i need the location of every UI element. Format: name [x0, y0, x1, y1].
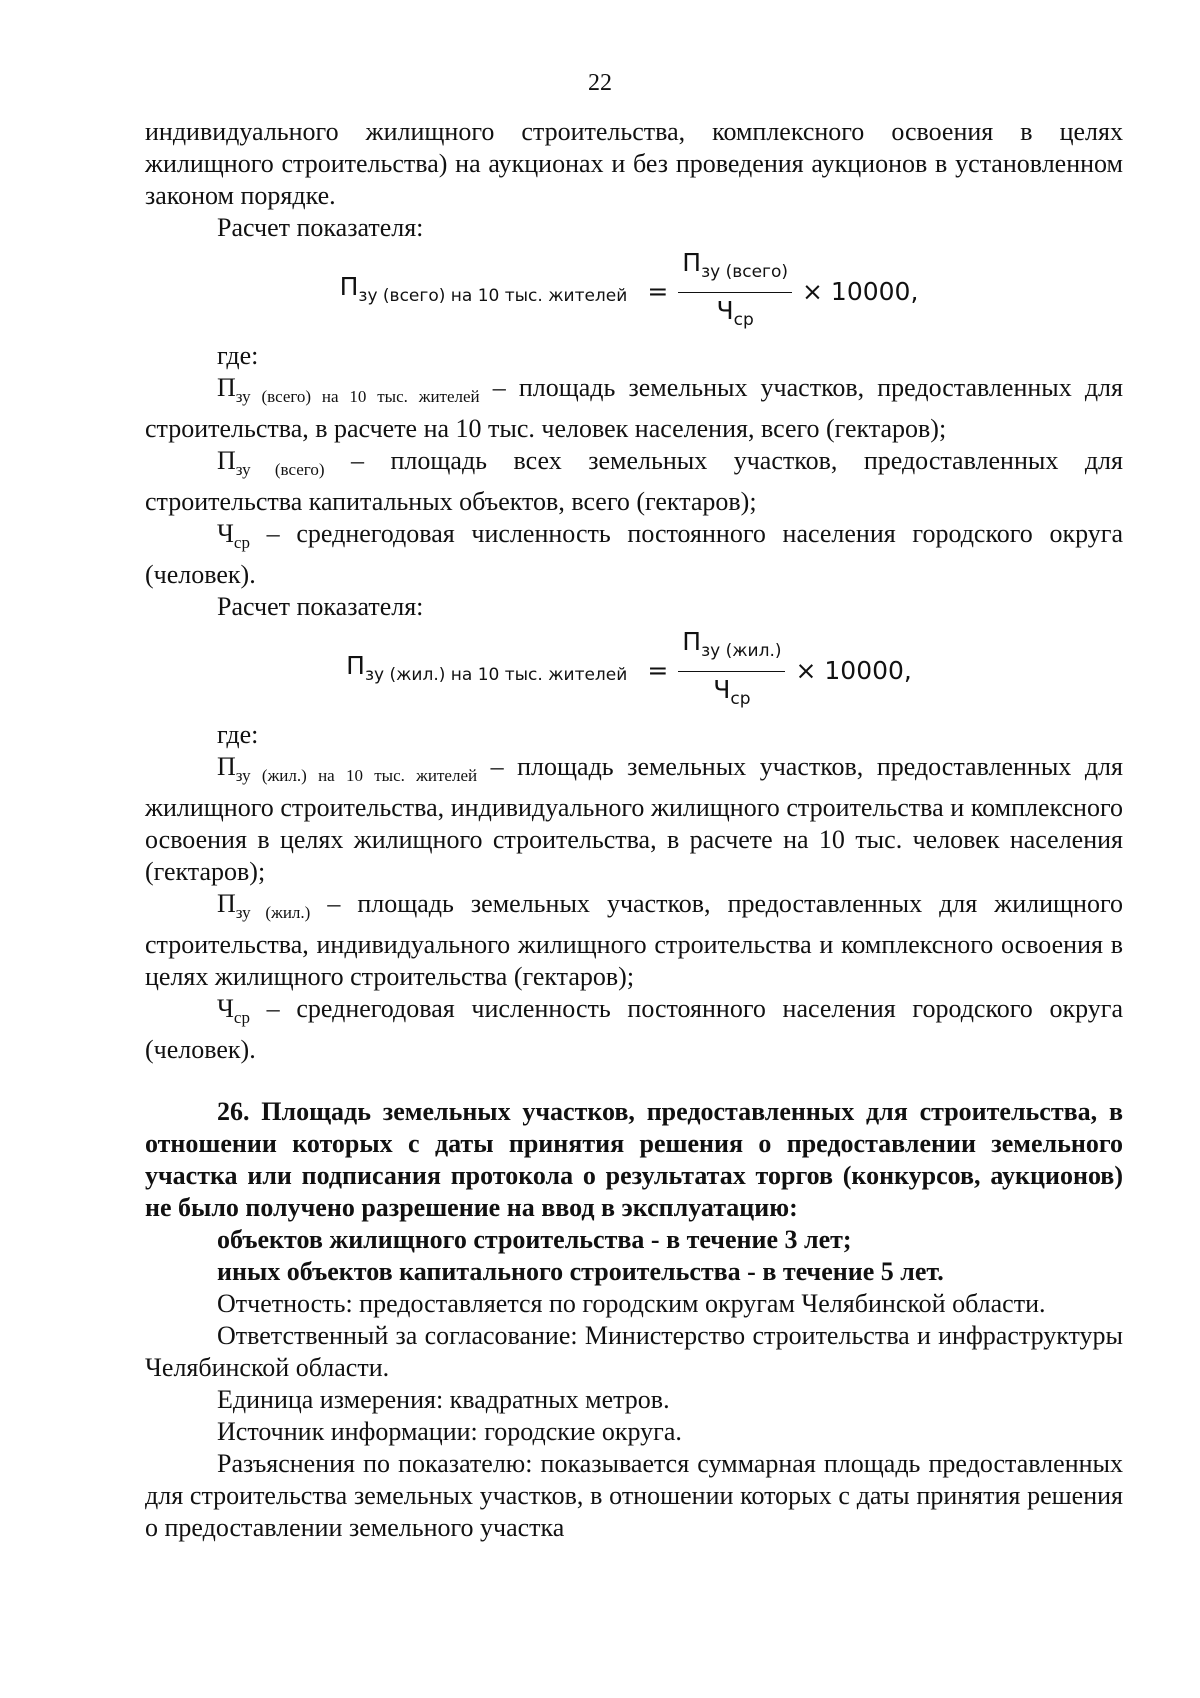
formula-total-fraction: [678, 247, 792, 336]
formula-housing-lhs: $П_{зу (жил.) на 10 тыс. жителей}$: [346, 651, 628, 685]
formula-housing-fraction: [678, 626, 785, 715]
source-paragraph: Источник информации: городские округа.: [217, 1417, 682, 1446]
paragraph-continuation: индивидуального жилищного строительства, комплексного освоения в целях жилищного строительства) на аукционах и без проведения аукционов в установленном законом порядке.: [145, 117, 1123, 210]
formula-total: [145, 247, 1123, 336]
document-body: [145, 116, 1123, 1544]
section-26-item-housing: объектов жилищного строительства - в течение 3 лет;: [217, 1225, 852, 1254]
definition-total-per-10k: $П_{зу (всего) на 10 тыс. жителей}$ – площадь земельных участков, предоставленных для строительства, в расчете на 10 тыс. человек населения, всего (гектаров);: [145, 373, 1123, 443]
formula-total-equals: =: [647, 276, 669, 306]
calc-label-1: Расчет показателя:: [217, 213, 424, 242]
where-label-1: где:: [217, 341, 259, 370]
formula-total-denominator: $Ч_{ср}$: [716, 296, 754, 330]
definition-total-area: $П_{зу (всего)}$ – площадь всех земельных участков, предоставленных для строительства капитальных объектов, всего (гектаров);: [145, 446, 1123, 516]
definition-housing-area: $П_{зу (жил.)}$ – площадь земельных участков, предоставленных для жилищного строительства, индивидуального жилищного строительства и комплексного освоения в целях жилищного строительства (гектаров);: [145, 889, 1123, 991]
section-gap: [145, 1066, 1123, 1096]
section-26-item-capital: иных объектов капитального строительства - в течение 5 лет.: [217, 1257, 944, 1286]
formula-housing-numerator: $П_{зу (жил.)}$: [678, 626, 785, 672]
formula-total-multiplier: × 10000,: [802, 276, 919, 306]
formula-housing-denominator: $Ч_{ср}$: [713, 675, 751, 709]
reporting-paragraph: Отчетность: предоставляется по городским округам Челябинской области.: [217, 1289, 1046, 1318]
definition-housing-per-10k: $П_{зу (жил.) на 10 тыс. жителей}$ – площадь земельных участков, предоставленных для жилищного строительства, индивидуального жилищного строительства и комплексного освоения в целях жилищного строительства, в расчете на 10 тыс. человек населения (гектаров);: [145, 752, 1123, 886]
formula-total-numerator: $П_{зу (всего)}$: [678, 247, 792, 293]
formula-housing-multiplier: × 10000,: [795, 655, 912, 685]
responsible-paragraph: Ответственный за согласование: Министерство строительства и инфраструктуры Челябинской области.: [145, 1321, 1123, 1382]
section-26-heading: 26. Площадь земельных участков, предоставленных для строительства, в отношении которых с даты принятия решения о предоставлении земельного участка или подписания протокола о результатах торгов (конкурсов, аукционов) не было получено разрешение на ввод в эксплуатацию:: [145, 1097, 1123, 1222]
unit-paragraph: Единица измерения: квадратных метров.: [217, 1385, 670, 1414]
formula-housing: [145, 626, 1123, 715]
explanation-paragraph: Разъяснения по показателю: показывается суммарная площадь предоставленных для строительства земельных участков, в отношении которых с даты принятия решения о предоставлении земельного участка: [145, 1449, 1123, 1542]
page-number: 22: [588, 70, 612, 96]
definition-population-1: $Ч_{ср}$ – среднегодовая численность постоянного населения городского округа (человек).: [145, 519, 1123, 589]
calc-label-2: Расчет показателя:: [217, 592, 424, 621]
where-label-2: где:: [217, 720, 259, 749]
definition-population-2: $Ч_{ср}$ – среднегодовая численность постоянного населения городского округа (человек).: [145, 994, 1123, 1064]
formula-total-lhs: $П_{зу (всего) на 10 тыс. жителей}$: [339, 272, 628, 306]
formula-housing-equals: =: [647, 655, 669, 685]
